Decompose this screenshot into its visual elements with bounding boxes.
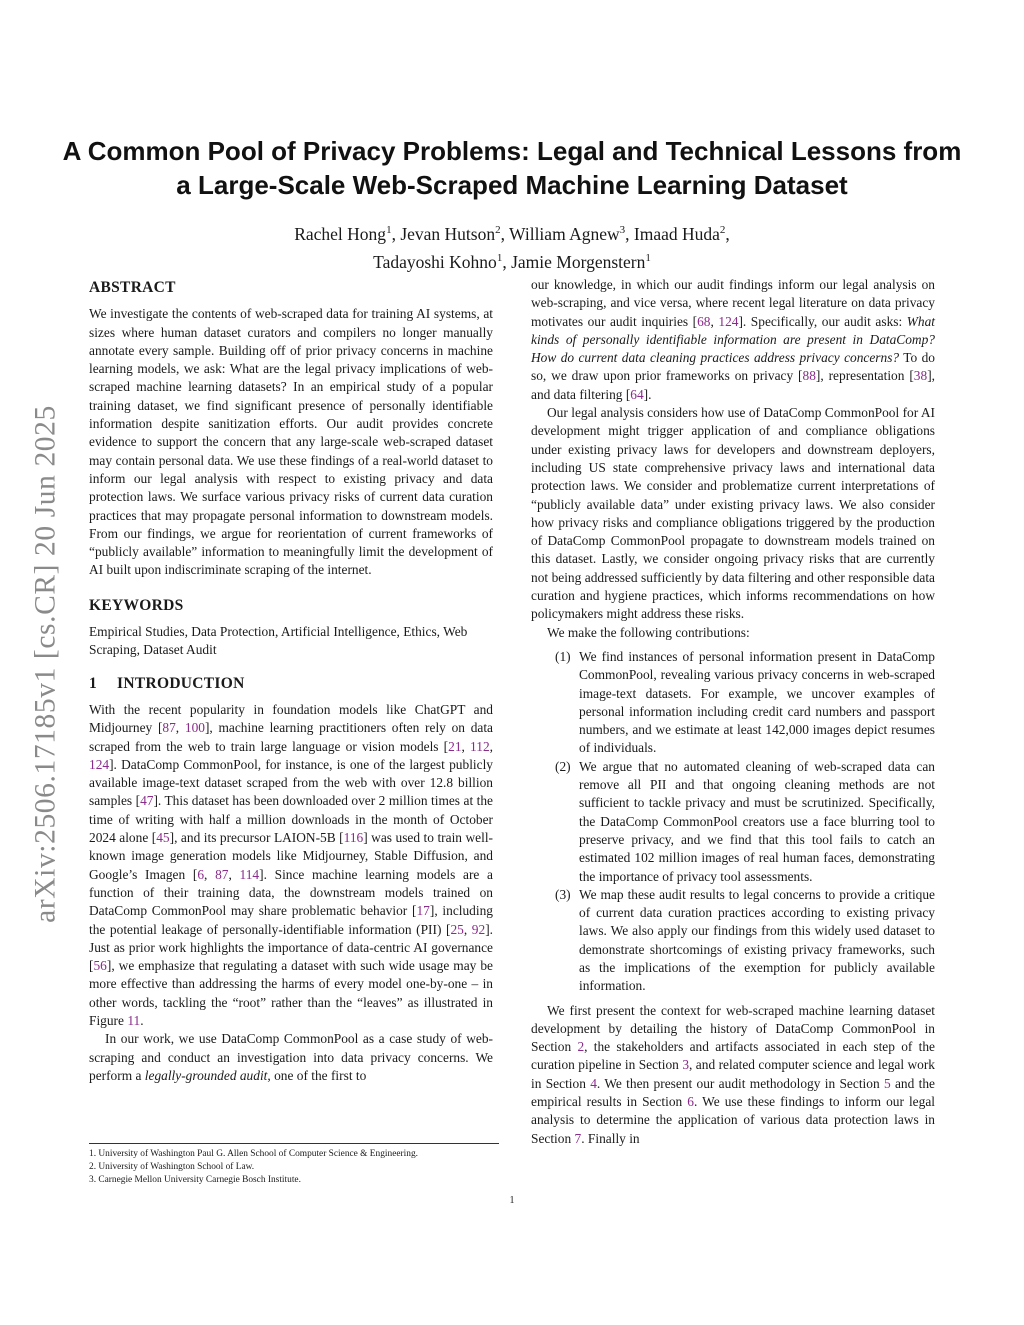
author-name: William Agnew [509,223,620,244]
list-item-text: We map these audit results to legal concerns to provide a critique of current data curation practices according to existing privacy laws. We also apply our findings from this widely used dataset to demonstrate shortcomings of existing privacy frameworks, such as the implications of the exemption for publicly available information. [579,886,935,994]
citation-link[interactable]: 87 [215,866,229,882]
citation-link[interactable]: 38 [913,368,928,384]
paper-title: A Common Pool of Privacy Problems: Legal and Technical Lessons from a Large-Scale Web-Scraped Machine Learning Dataset [62,136,962,200]
citation-link[interactable]: 88 [802,368,816,384]
list-item [531,886,935,996]
arxiv-stamp [14,374,78,954]
arxiv-stamp-text: arXiv:2506.17185v1 [cs.CR] 20 Jun 2025 [29,405,62,923]
right-column [531,276,935,1148]
section-number: 1 [89,674,98,692]
citation-link[interactable]: 114 [239,866,260,882]
intro-paragraph-1: With the recent popularity in foundation models like ChatGPT and Midjourney [87, 100], machine learning practitioners often rely on data scraped from the web to train large language or vision models [21, 112, 124]. DataComp CommonPool, for instance, is one of the largest publicly available image-text dataset scraped from the web with over 12.8 billion samples [47]. This dataset has been downloaded over 2 million times at the time of writing with half a million downloads in the month of October 2024 alone [45], and its precursor LAION-5B [116] was used to train well-known image generation models like Midjourney, Stable Diffusion, and Google’s Imagen [6, 87, 114]. Since machine learning models are a function of their training data, the downstream models trained on DataComp CommonPool may share problematic behavior [17], including the potential leakage of personally-identifiable information (PII) [25, 92]. Just as prior work highlights the importance of data-centric AI governance [56], we emphasize that regulating a dataset with such wide usage may be more effective than addressing the harms of every model one-by-one – in other words, tackling the “root” rather than the “leaves” as illustrated in Figure 11. [89,701,494,1028]
author-name: Jamie Morgenstern [511,251,646,272]
footnotes [89,1143,499,1187]
list-number: (2) [555,758,571,774]
author-affiliation: 3 [619,224,626,236]
citation-link[interactable]: 17 [416,903,430,919]
list-number: (3) [555,886,571,902]
footnote: 1. University of Washington Paul G. Allen School of Computer Science & Engineering. [89,1149,418,1159]
citation-link[interactable]: 116 [343,830,364,846]
list-number: (1) [555,648,571,664]
list-item [531,758,935,886]
footnote: 3. Carnegie Mellon University Carnegie Bosch Institute. [89,1175,301,1185]
left-column [89,279,493,1085]
citation-link[interactable]: 45 [156,830,170,846]
author-affiliation: 2 [495,224,501,236]
section-link[interactable]: 3 [682,1057,690,1073]
contributions-list [531,648,935,996]
section-title: INTRODUCTION [117,674,245,692]
keywords-heading: KEYWORDS [89,596,184,614]
author-list: Rachel Hong$^1$, Jevan Hutson$^2$, William Agnew$^3$, Imaad Huda$^2$, Tadayoshi Kohno$^1$, Jamie Morgenstern$^1$ [294,223,730,272]
section-link[interactable]: 7 [574,1130,582,1146]
list-item [531,648,935,758]
citation-link[interactable]: 64 [630,386,644,402]
intro-paragraph-5: We first present the context for web-scraped machine learning dataset development by detailing the history of DataComp CommonPool in Section 2, the stakeholders and artifacts associated in each step of the curation pipeline in Section 3, and related computer science and legal work in Section 4. We then present our audit methodology in Section 5 and the empirical results in Section 6. We use these findings to inform our legal analysis to determine the application of various data protection laws in Section 7. Finally in [531,1002,936,1146]
citation-link[interactable]: 100 [184,720,205,736]
author-affiliation: 2 [719,224,726,236]
figure-link[interactable]: 11 [127,1012,141,1028]
intro-paragraph-4: Our legal analysis considers how use of DataComp CommonPool for AI development might trigger application of and compliance obligations under existing privacy laws for developers and downstream deployers, including US state comprehensive privacy laws and international data protection laws. We consider and problematize current interpretations of “publicly available data” under existing privacy laws. We also consider how privacy risks and compliance obligations triggered by the production of DataComp CommonPool propagate to downstream models trained on this dataset. Lastly, we consider ongoing privacy risks that are currently not being addressed sufficiently by data filtering and other responsible data curation and hygiene practices, which informs recommendations on how policymakers might address these risks. [531,405,935,622]
page-number: 1 [509,1195,515,1206]
section-link[interactable]: 2 [577,1039,585,1055]
list-item-text: We find instances of personal information present in DataComp CommonPool, revealing various privacy concerns in web-scraped image-text datasets. For example, we uncover examples of personal information including credit card numbers and passport numbers, and we estimate at least 142,000 images depict resumes of individuals. [579,648,935,756]
abstract-text: We investigate the contents of web-scraped data for training AI systems, at sizes where human dataset curators and compilers no longer manually annotate every sample. Building off of prior privacy concerns in machine learning models, we ask: What are the legal privacy implications of web-scraped machine learning datasets? In an empirical study of a popular training dataset, we find significant presence of personally identifiable information despite sanitization efforts. Our audit provides concrete evidence to support the concern that any large-scale web-scraped dataset may contain personal data. We use these findings of a real-world dataset to inform our legal analysis with respect to existing privacy and data protection laws. We surface various privacy risks of current data curation practices that may propagate personal information to downstream models. From our findings, we argue for reorientation of current frameworks of “publicly available” information to meaningfully limit the development of AI built upon indiscriminate scraping of the internet. [89,306,493,578]
author-name: Jevan Hutson [400,223,496,244]
section-link[interactable]: 6 [687,1094,694,1110]
list-item-text: We argue that no automated cleaning of web-scraped data can remove all PII and that ongoing cleaning methods are not sufficient to tackle privacy and must be scrutinized. Specifically, the DataComp CommonPool creators use a face blurring tool to preserve privacy, and we find that this tool fails to catch an estimated 102 million images of real human faces, demonstrating the importance of privacy tool assessments. [579,758,935,884]
contributions-intro: We make the following contributions: [547,624,750,640]
section-link[interactable]: 5 [883,1075,891,1091]
citation-link[interactable]: 6 [197,866,205,882]
citation-link[interactable]: 47 [140,793,154,809]
citation-link[interactable]: 112 [470,738,490,754]
citation-link[interactable]: 56 [93,958,107,974]
citation-link[interactable]: 25 [450,921,464,937]
author-name: Rachel Hong [294,223,387,244]
author-affiliation: 1 [386,224,392,236]
intro-paragraph-2: In our work, we use DataComp CommonPool as a case study of web-scraping and conduct an investigation into data privacy concerns. We perform a legally-grounded audit, one of the first to [89,1031,493,1083]
citation-link[interactable]: 87 [162,720,176,736]
intro-paragraph-3: our knowledge, in which our audit findings inform our legal analysis on web-scraping, and vice versa, where recent legal literature on data privacy motivates our audit inquiries [68, 124]. Specifically, our audit asks: What kinds of personally identifiable information are present in DataComp? How do current data cleaning practices address privacy concerns? To do so, we draw upon prior frameworks on privacy [88], representation [38], and data filtering [64]. [531,277,935,402]
footnote: 2. University of Washington School of Law. [89,1162,255,1172]
author-name: Tadayoshi Kohno [373,251,497,272]
citation-link[interactable]: 124 [718,313,739,329]
author-name: Imaad Huda [633,223,720,244]
citation-link[interactable]: 124 [89,756,110,772]
section-link[interactable]: 4 [590,1075,597,1091]
introduction-heading [89,675,493,693]
abstract-heading: ABSTRACT [89,279,176,296]
citation-link[interactable]: 21 [448,738,462,754]
citation-link[interactable]: 92 [471,921,486,937]
author-affiliation: 1 [645,251,651,264]
keywords-text: Empirical Studies, Data Protection, Artificial Intelligence, Ethics, Web Scraping, Dataset Audit [89,624,468,658]
citation-link[interactable]: 68 [697,313,711,329]
author-affiliation: 1 [496,251,503,264]
